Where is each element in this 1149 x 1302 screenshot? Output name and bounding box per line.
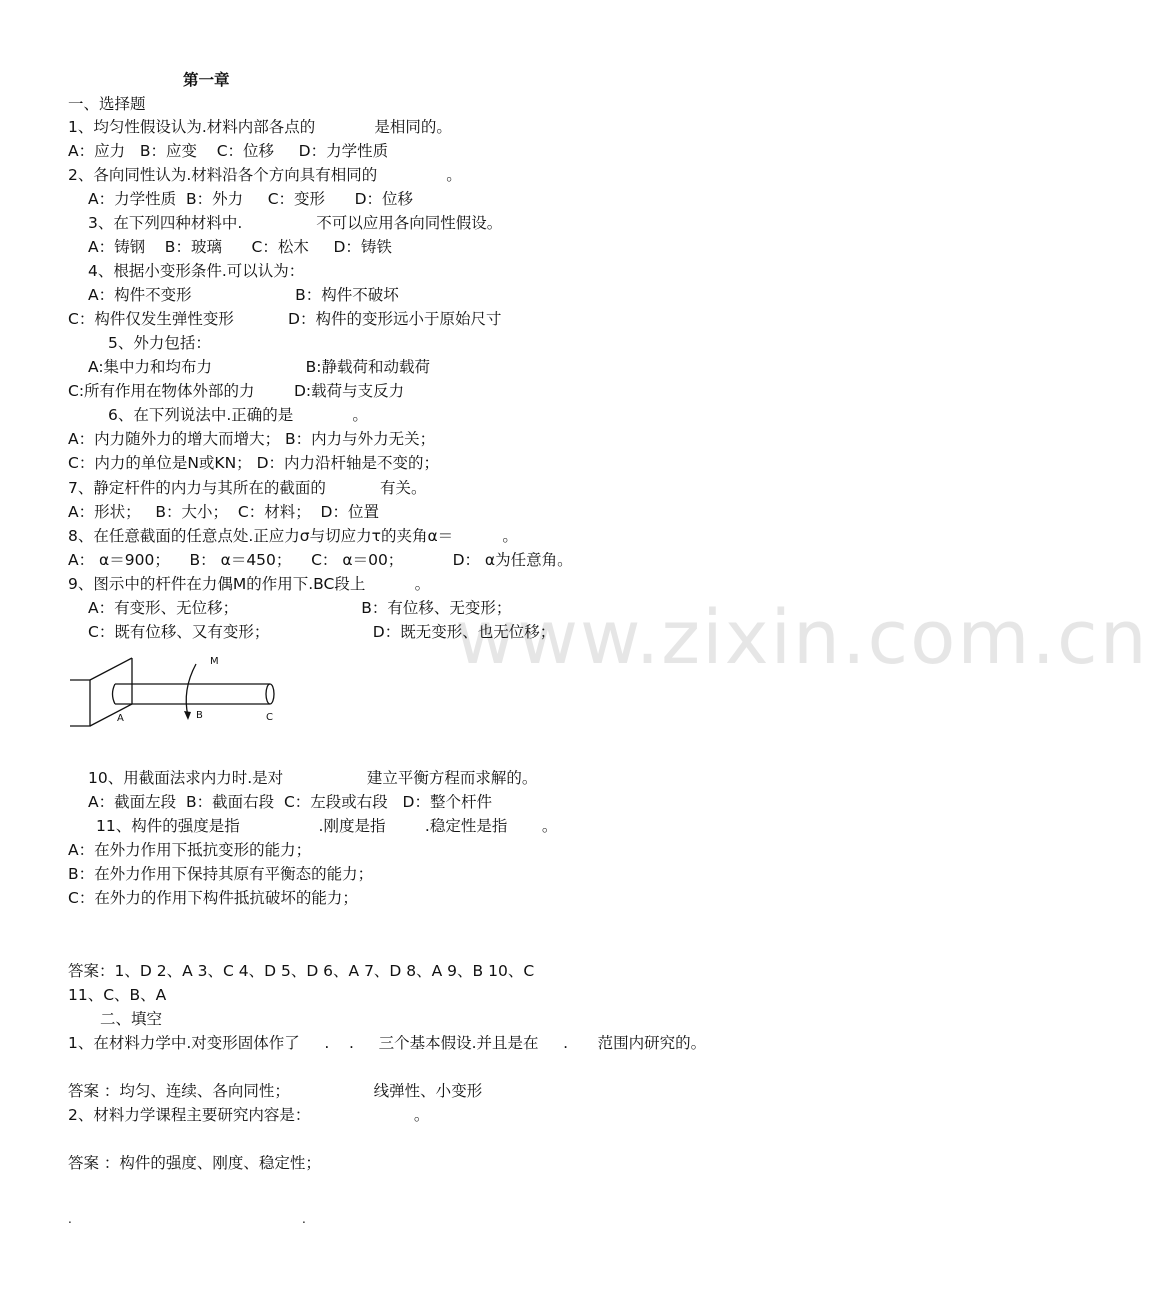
question-4: 4、根据小变形条件.可以认为：	[88, 262, 305, 280]
question-5: 5、外力包括：	[108, 334, 211, 352]
fill-question-1: 1、在材料力学中.对变形固体作了 . . 三个基本假设.并且是在 . 范围内研究的。	[68, 1034, 707, 1052]
watermark: www.zixin.com.cn	[455, 595, 1149, 681]
wall-support	[70, 680, 90, 726]
label-m: M	[210, 656, 219, 667]
question-8-options: A： α＝900； B： α＝450； C： α＝00； D： α为任意角。	[68, 551, 573, 569]
label-a: A	[117, 713, 124, 724]
question-11-c: C：在外力的作用下构件抵抗破坏的能力；	[68, 889, 358, 907]
question-7-options: A：形状； B：大小； C：材料； D：位置	[68, 503, 379, 521]
question-4-options-ab: A：构件不变形 B：构件不破坏	[88, 286, 399, 304]
question-3-options: A：铸钢 B：玻璃 C：松木 D：铸铁	[88, 238, 392, 256]
question-9-options-ab: A：有变形、无位移； B：有位移、无变形；	[88, 599, 512, 617]
question-11-a: A：在外力作用下抵抗变形的能力；	[68, 841, 312, 859]
rod-end	[266, 684, 274, 704]
answers-choice-cont: 11、C、B、A	[68, 986, 167, 1004]
question-1-options: A：应力 B：应变 C：位移 D：力学性质	[68, 142, 389, 160]
question-2: 2、各向同性认为.材料沿各个方向具有相同的 。	[68, 166, 462, 184]
footer-dot-left: .	[68, 1212, 72, 1226]
fill-answer-1: 答案 ：均匀、连续、各向同性； 线弹性、小变形	[68, 1082, 483, 1100]
question-6-options-cd: C：内力的单位是N或KN； D：内力沿杆轴是不变的；	[68, 454, 440, 472]
question-9: 9、图示中的杆件在力偶M的作用下.BC段上 。	[68, 575, 431, 593]
question-2-options: A：力学性质 B：外力 C：变形 D：位移	[88, 190, 414, 208]
question-11-b: B：在外力作用下保持其原有平衡态的能力；	[68, 865, 374, 883]
label-b: B	[196, 710, 203, 721]
footer-dot-right: .	[302, 1212, 306, 1226]
question-1: 1、均匀性假设认为.材料内部各点的 是相同的。	[68, 118, 452, 136]
question-9-options-cd: C：既有位移、又有变形； D：既无变形、也无位移；	[88, 623, 556, 641]
answers-choice: 答案：1、D 2、A 3、C 4、D 5、D 6、A 7、D 8、A 9、B 10、C	[68, 962, 535, 980]
rod-couple-figure	[60, 650, 290, 755]
couple-arc	[186, 664, 196, 716]
question-4-options-cd: C：构件仅发生弹性变形 D：构件的变形远小于原始尺寸	[68, 310, 502, 328]
section-heading-choice: 一、选择题	[68, 95, 146, 113]
label-c: C	[266, 712, 273, 723]
question-5-options-ab: A:集中力和均布力 B:静载荷和动载荷	[88, 358, 431, 376]
question-10: 10、用截面法求内力时.是对 建立平衡方程而求解的。	[88, 769, 538, 787]
chapter-title: 第一章	[183, 71, 230, 89]
question-6-options-ab: A：内力随外力的增大而增大； B：内力与外力无关；	[68, 430, 436, 448]
question-11: 11、构件的强度是指 .刚度是指 .稳定性是指 。	[96, 817, 558, 835]
question-8: 8、在任意截面的任意点处.正应力σ与切应力τ的夹角α＝ 。	[68, 527, 518, 545]
question-6: 6、在下列说法中.正确的是 。	[108, 406, 368, 424]
couple-arrowhead	[184, 711, 191, 720]
fill-question-2: 2、材料力学课程主要研究内容是： 。	[68, 1106, 430, 1124]
fill-answer-2: 答案 ：构件的强度、刚度、稳定性；	[68, 1154, 321, 1172]
question-5-options-cd: C:所有作用在物体外部的力 D:载荷与支反力	[68, 382, 405, 400]
question-10-options: A：截面左段 B：截面右段 C：左段或右段 D：整个杆件	[88, 793, 492, 811]
section-heading-fill: 二、填空	[100, 1010, 163, 1028]
question-3: 3、在下列四种材料中. 不可以应用各向同性假设。	[88, 214, 503, 232]
question-7: 7、静定杆件的内力与其所在的截面的 有关。	[68, 479, 427, 497]
